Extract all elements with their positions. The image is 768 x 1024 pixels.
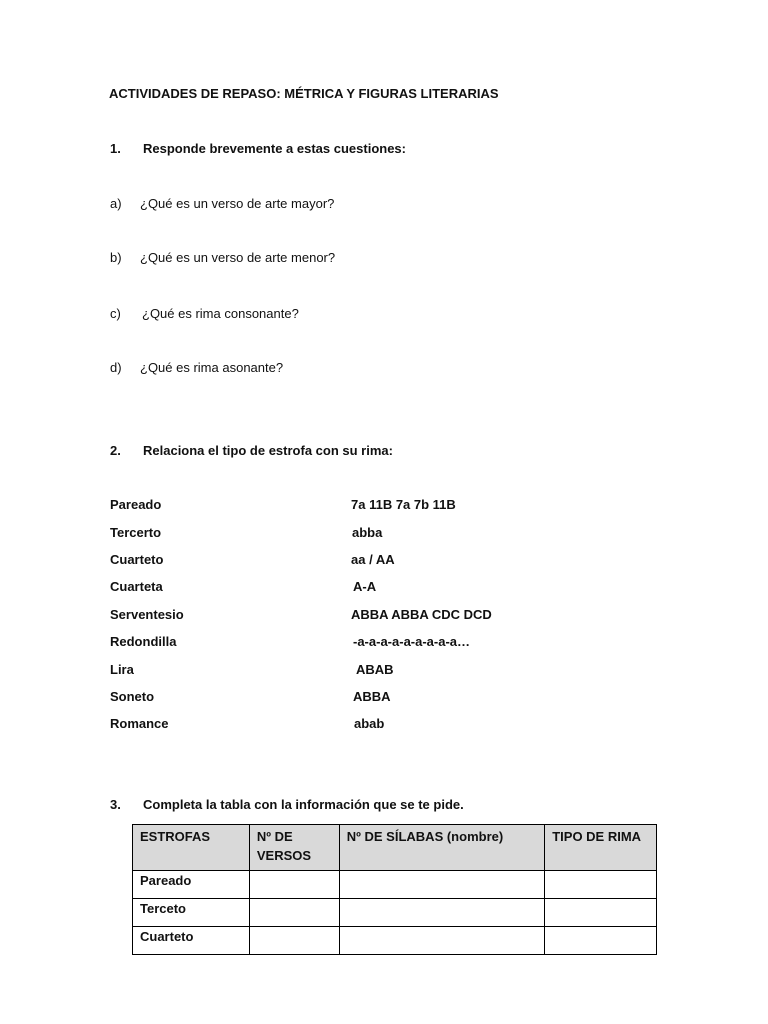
- table-row: [133, 927, 657, 955]
- strophe-name: Romance: [110, 716, 169, 731]
- question-2-number: 2.: [110, 443, 121, 458]
- empty-cell[interactable]: [339, 927, 544, 955]
- table-row: [133, 871, 657, 899]
- question-3-number: 3.: [110, 797, 121, 812]
- header-num-versos-line-2: VERSOS: [256, 848, 312, 863]
- header-num-versos-line-1: Nº DE: [256, 829, 293, 844]
- strophe-name: Redondilla: [110, 634, 177, 649]
- empty-cell[interactable]: [545, 871, 657, 899]
- rhyme-scheme: -a-a-a-a-a-a-a-a-a…: [353, 634, 471, 649]
- strophe-name: Pareado: [110, 497, 162, 512]
- strophe-name: Soneto: [110, 689, 155, 704]
- row-strophe-name: Terceto: [133, 899, 250, 927]
- question-3-text: Completa la tabla con la información que se te pide.: [143, 797, 464, 812]
- rhyme-scheme: abba: [352, 525, 383, 540]
- strophe-name: Serventesio: [110, 607, 184, 622]
- header-tipo-rima: TIPO DE RIMA: [545, 825, 657, 871]
- rhyme-scheme: aa / AA: [351, 552, 395, 567]
- question-1-number: 1.: [110, 141, 121, 156]
- strophe-name: Tercerto: [110, 525, 162, 540]
- empty-cell[interactable]: [339, 871, 544, 899]
- empty-cell[interactable]: [545, 899, 657, 927]
- empty-cell[interactable]: [339, 899, 544, 927]
- page-title: ACTIVIDADES DE REPASO: MÉTRICA Y FIGURAS LITERARIAS: [109, 86, 499, 101]
- question-1d-letter: d): [110, 360, 122, 375]
- question-2-text: Relaciona el tipo de estrofa con su rima:: [143, 443, 393, 458]
- question-1b-text: ¿Qué es un verso de arte menor?: [140, 250, 336, 265]
- strophe-name: Cuarteta: [110, 579, 163, 594]
- question-1a-text: ¿Qué es un verso de arte mayor?: [140, 196, 335, 211]
- rhyme-scheme: abab: [354, 716, 385, 731]
- empty-cell[interactable]: [249, 927, 339, 955]
- header-num-versos: [249, 825, 339, 871]
- empty-cell[interactable]: [249, 871, 339, 899]
- strophe-name: Cuarteto: [110, 552, 164, 567]
- rhyme-scheme: 7a 11B 7a 7b 11B: [351, 497, 456, 512]
- question-1c-letter: c): [110, 306, 121, 321]
- question-1-text: Responde brevemente a estas cuestiones:: [143, 141, 406, 156]
- header-num-silabas: Nº DE SÍLABAS (nombre): [339, 825, 544, 871]
- question-1b-letter: b): [110, 250, 122, 265]
- question-1d-text: ¿Qué es rima asonante?: [140, 360, 284, 375]
- rhyme-scheme: ABBA: [353, 689, 391, 704]
- table-row: [133, 899, 657, 927]
- empty-cell[interactable]: [545, 927, 657, 955]
- rhyme-scheme: ABAB: [356, 662, 394, 677]
- rhyme-scheme: ABBA ABBA CDC DCD: [351, 607, 492, 622]
- table-header-row: [133, 825, 657, 871]
- question-1a-letter: a): [110, 196, 122, 211]
- empty-cell[interactable]: [249, 899, 339, 927]
- row-strophe-name: Cuarteto: [133, 927, 250, 955]
- header-estrofas: ESTROFAS: [133, 825, 250, 871]
- strophe-info-table: [132, 824, 657, 955]
- row-strophe-name: Pareado: [133, 871, 250, 899]
- question-1c-text: ¿Qué es rima consonante?: [142, 306, 299, 321]
- rhyme-scheme: A-A: [353, 579, 377, 594]
- strophe-name: Lira: [110, 662, 134, 677]
